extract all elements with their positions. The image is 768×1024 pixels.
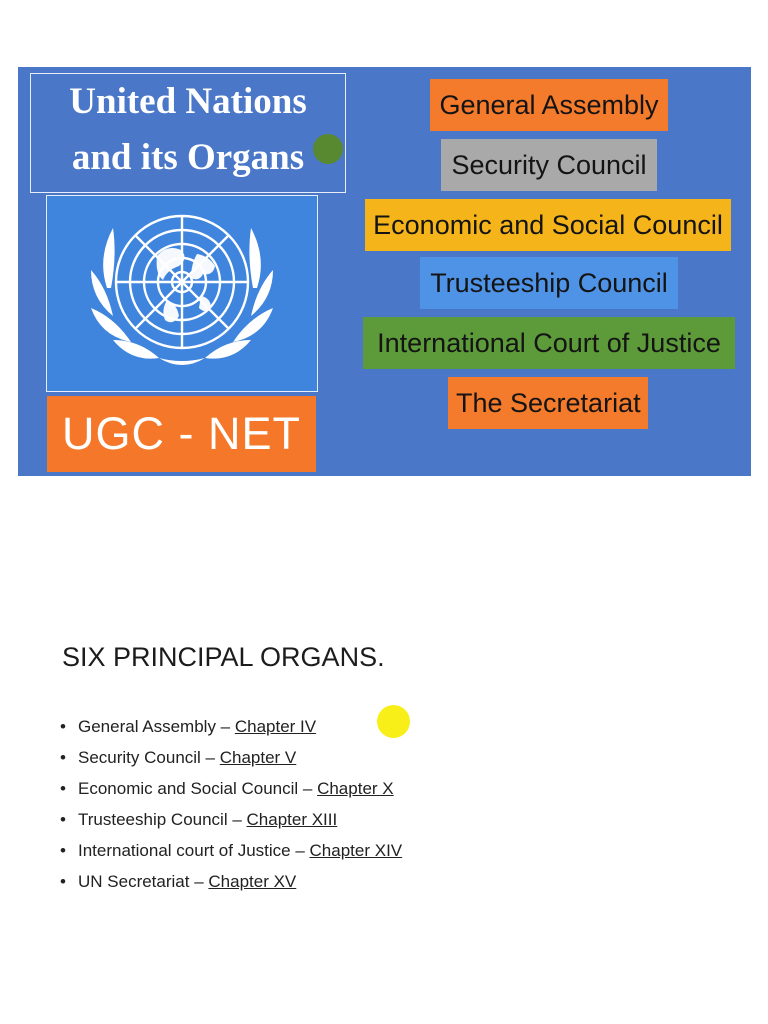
banner-title (30, 73, 346, 193)
organ-secretariat: The Secretariat (448, 377, 648, 429)
un-emblem-icon (47, 196, 317, 391)
organ-name: Security Council (78, 748, 201, 767)
list-item: • General Assembly – Chapter IV (60, 717, 317, 736)
chapter-link: Chapter X (317, 779, 394, 798)
organ-trusteeship-council: Trusteeship Council (420, 257, 678, 309)
pointer-dot (313, 134, 343, 164)
chapter-link: Chapter XV (208, 872, 297, 891)
title-line-1: United Nations (69, 81, 307, 122)
ugc-net-badge: UGC - NET (47, 396, 316, 472)
chapter-link: Chapter V (219, 748, 297, 767)
un-flag (46, 195, 318, 392)
chapter-link: Chapter XIV (309, 841, 403, 860)
banner (18, 67, 751, 476)
organ-economic-social-council: Economic and Social Council (365, 199, 731, 251)
organ-security-council: Security Council (441, 139, 657, 191)
list-item: • Economic and Social Council – Chapter X (60, 779, 394, 798)
slide-title: SIX PRINCIPAL ORGANS. (62, 642, 385, 672)
title-line-2: and its Organs (71, 137, 305, 178)
organ-name: Economic and Social Council (78, 779, 299, 798)
list-item: • Trusteeship Council – Chapter XIII (60, 810, 338, 829)
list-item: • International court of Justice – Chapter XIV (60, 841, 403, 860)
organ-name: General Assembly (78, 717, 216, 736)
chapter-link: Chapter IV (234, 717, 317, 736)
organ-name: Trusteeship Council (78, 810, 228, 829)
list-item: • UN Secretariat – Chapter XV (60, 872, 297, 891)
organ-name: International court of Justice (78, 841, 291, 860)
organs-list (60, 711, 402, 897)
organ-name: UN Secretariat (78, 872, 190, 891)
chapter-link: Chapter XIII (246, 810, 338, 829)
organ-international-court: International Court of Justice (363, 317, 735, 369)
list-item: • Security Council – Chapter V (60, 748, 297, 767)
organ-general-assembly: General Assembly (430, 79, 668, 131)
